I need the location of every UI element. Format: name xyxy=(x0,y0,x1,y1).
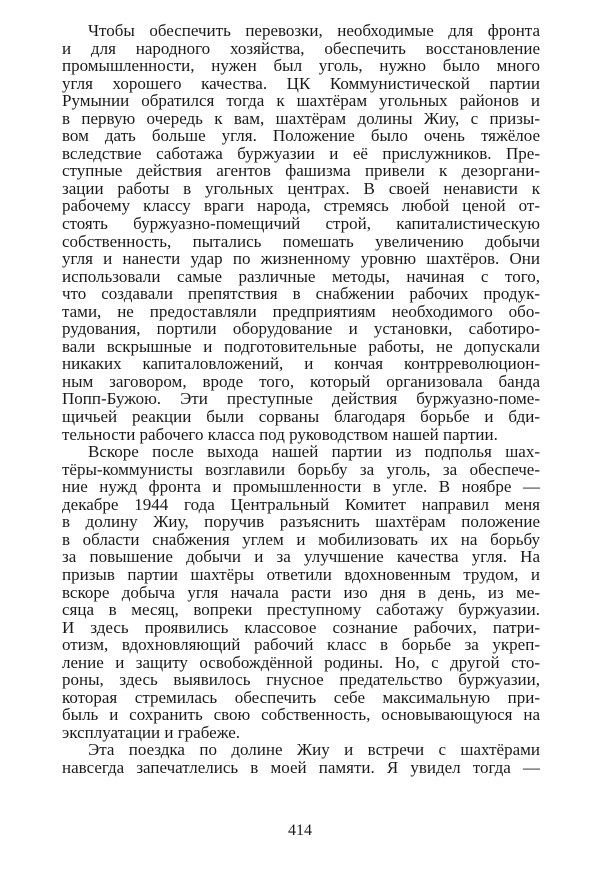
paragraph xyxy=(62,22,540,443)
text-line: призыв партии шахтёры ответили вдохновенным трудом, и xyxy=(62,564,540,584)
text-line: за повышение добычи и за улучшение качества угля. На xyxy=(62,547,540,567)
text-line: отизм, вдохновляющий рабочий класс в борьбе за укреп- xyxy=(62,635,540,655)
text-line: декабре 1944 года Центральный Комитет направил меня xyxy=(62,494,540,514)
text-line: которая стремилась обеспечить себе максимальную при- xyxy=(62,687,540,707)
text-line: в долину Жиу, поручив разъяснить шахтёрам положение xyxy=(62,512,540,532)
text-line: в области снабжения углем и мобилизовать их на борьбу xyxy=(62,529,540,549)
text-line: Румынии обратился тогда к шахтёрам угольных районов и xyxy=(62,91,540,111)
paragraph xyxy=(62,741,540,776)
text-line: зации работы в угольных центрах. В своей ненависти к xyxy=(62,178,540,198)
text-line: тельности рабочего класса под руководством нашей партии. xyxy=(62,424,498,444)
text-line: навсегда запечатлелись в моей памяти. Я увидел тогда — xyxy=(62,757,540,777)
page-body xyxy=(62,22,540,777)
text-line: рабочему классу враги народа, стремясь любой ценой от- xyxy=(62,196,540,216)
text-line: вскоре добыча угля начала расти изо дня в день, из ме- xyxy=(62,582,540,602)
text-line: эксплуатации и грабеже. xyxy=(62,722,241,742)
text-line: ление и защиту освобождённой родины. Но, с другой сто- xyxy=(62,652,540,672)
text-line: ние нужд фронта и промышленности в угле. В ноябре — xyxy=(62,477,540,497)
text-line: угля хорошего качества. ЦК Коммунистической партии xyxy=(62,73,540,93)
text-line: тёры-коммунисты возглавили борьбу за уголь, за обеспече- xyxy=(62,459,540,479)
text-line: И здесь проявились классовое сознание рабочих, патри- xyxy=(62,617,540,637)
text-line: щичьей реакции были сорваны благодаря борьбе и бди- xyxy=(62,407,540,427)
text-line: Чтобы обеспечить перевозки, необходимые для фронта xyxy=(88,21,540,40)
text-line: вследствие саботажа буржуазии и её прислужников. Пре- xyxy=(62,143,540,163)
text-line: сяца в месяц, вопреки преступному саботажу буржуазии. xyxy=(62,600,540,620)
text-line: вом дать больше угля. Положение было очень тяжёлое xyxy=(62,126,540,146)
text-line: тами, не предоставляли предприятиям необходимого обо- xyxy=(62,301,540,321)
text-line: никаких капиталовложений, и кончая контрреволюцион- xyxy=(62,354,540,374)
text-line: роны, здесь выявилось гнусное предательство буржуазии, xyxy=(62,670,540,690)
text-line: использовали самые различные методы, начиная с того, xyxy=(62,266,540,286)
text-line: ступные действия агентов фашизма привели к дезоргани- xyxy=(62,161,540,181)
text-line: собственность, пытались помешать увеличению добычи xyxy=(62,231,540,251)
text-line: вали вскрышные и подготовительные работы, не допускали xyxy=(62,336,540,356)
paragraph xyxy=(62,443,540,741)
text-line: Эта поездка по долине Жиу и встречи с шахтёрами xyxy=(88,740,540,760)
text-line: и для народного хозяйства, обеспечить восстановление xyxy=(62,38,540,58)
text-line: Попп-Бужою. Эти преступные действия буржуазно-поме- xyxy=(62,389,540,409)
text-line: угля и нанести удар по жизненному уровню шахтёров. Они xyxy=(62,249,540,269)
text-line: промышленности, нужен был уголь, нужно было много xyxy=(62,56,540,76)
text-line: Вскоре после выхода нашей партии из подполья шах- xyxy=(88,442,540,462)
page-number: 414 xyxy=(288,822,312,839)
text-line: в первую очередь к вам, шахтёрам долины Жиу, с призы- xyxy=(62,108,540,128)
text-line: ным заговором, вроде того, который организовала банда xyxy=(62,371,540,391)
text-line: быль и сохранить свою собственность, основывающуюся на xyxy=(62,705,540,725)
text-line: стоять буржуазно-помещичий строй, капиталистическую xyxy=(62,214,540,234)
text-line: что создавали препятствия в снабжении рабочих продук- xyxy=(62,284,540,304)
text-line: рудования, портили оборудование и установки, саботиро- xyxy=(62,319,540,339)
